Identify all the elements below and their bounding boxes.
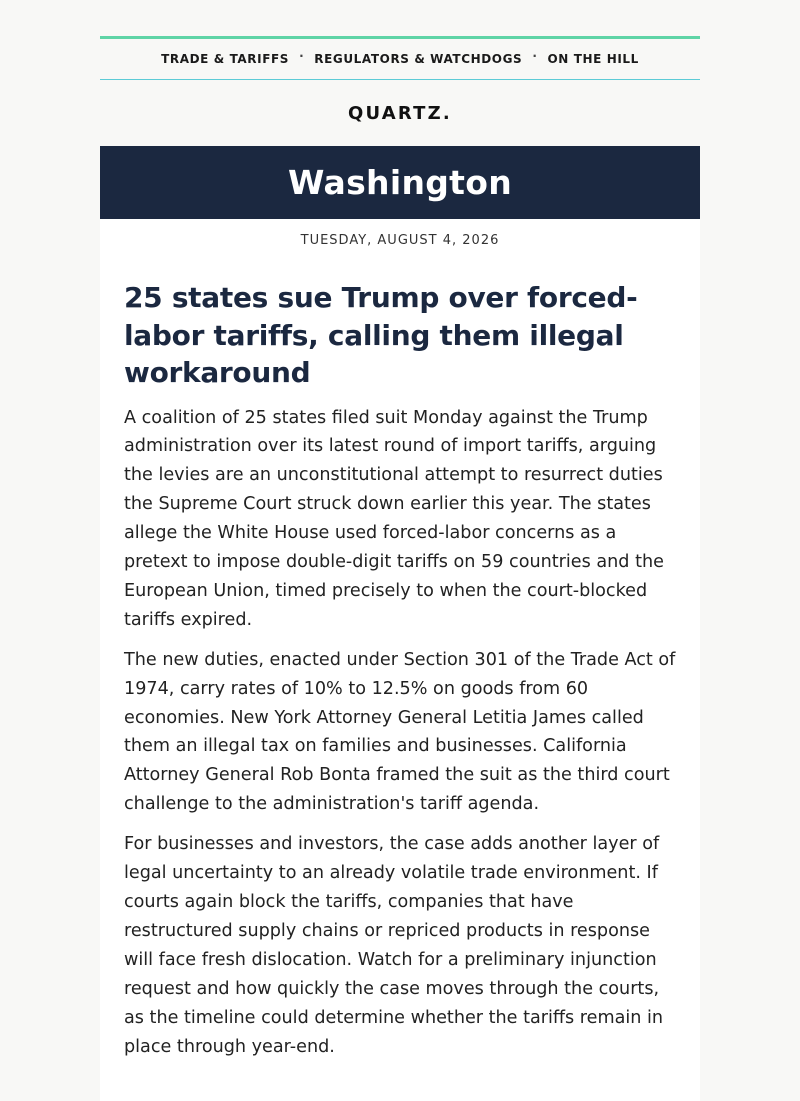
article-headline[interactable]: 25 states sue Trump over forced-labor tariffs, calling them illegal workaround: [124, 281, 638, 389]
section-banner: [100, 146, 700, 219]
nav-separator: ·: [532, 49, 538, 63]
article-paragraph: A coalition of 25 states filed suit Monday against the Trump administration over its latest round of import tariffs, arguing the levies are an unconstitutional attempt to resurrect duties the Supreme Court struck down earlier this year. The states allege the White House used forced-labor concerns as a pretext to impose double-digit tariffs on 59 countries and the European Union, timed precisely to when the court-blocked tariffs expired.: [124, 407, 664, 630]
article-paragraph: The new duties, enacted under Section 301 of the Trade Act of 1974, carry rates of 10% to 12.5% on goods from 60 economies. New York Attorney General Letitia James called them an illegal tax on families and businesses. California Attorney General Rob Bonta framed the suit as the third court challenge to the administration's tariff agenda.: [124, 649, 676, 815]
article-body: [124, 404, 676, 1062]
nav-item-on-the-hill[interactable]: ON THE HILL: [547, 52, 639, 66]
nav-item-trade-tariffs[interactable]: TRADE & TARIFFS: [161, 52, 290, 66]
article-paragraph: For businesses and investors, the case adds another layer of legal uncertainty to an already volatile trade environment. If courts again block the tariffs, companies that have restructured supply chains or repriced products in response will face fresh dislocation. Watch for a preliminary injunction request and how quickly the case moves through the courts, as the timeline could determine whether the tariffs remain in place through year-end.: [124, 834, 664, 1057]
section-title: Washington: [288, 163, 512, 202]
brand-logo[interactable]: QUARTZ.: [348, 102, 452, 124]
article-card: [100, 219, 700, 1101]
top-navigation: [100, 36, 700, 80]
newsletter: [100, 0, 700, 1101]
nav-item-regulators-watchdogs[interactable]: REGULATORS & WATCHDOGS: [314, 52, 523, 66]
nav-separator: ·: [299, 49, 305, 63]
article-date: TUESDAY, AUGUST 4, 2026: [300, 233, 500, 248]
